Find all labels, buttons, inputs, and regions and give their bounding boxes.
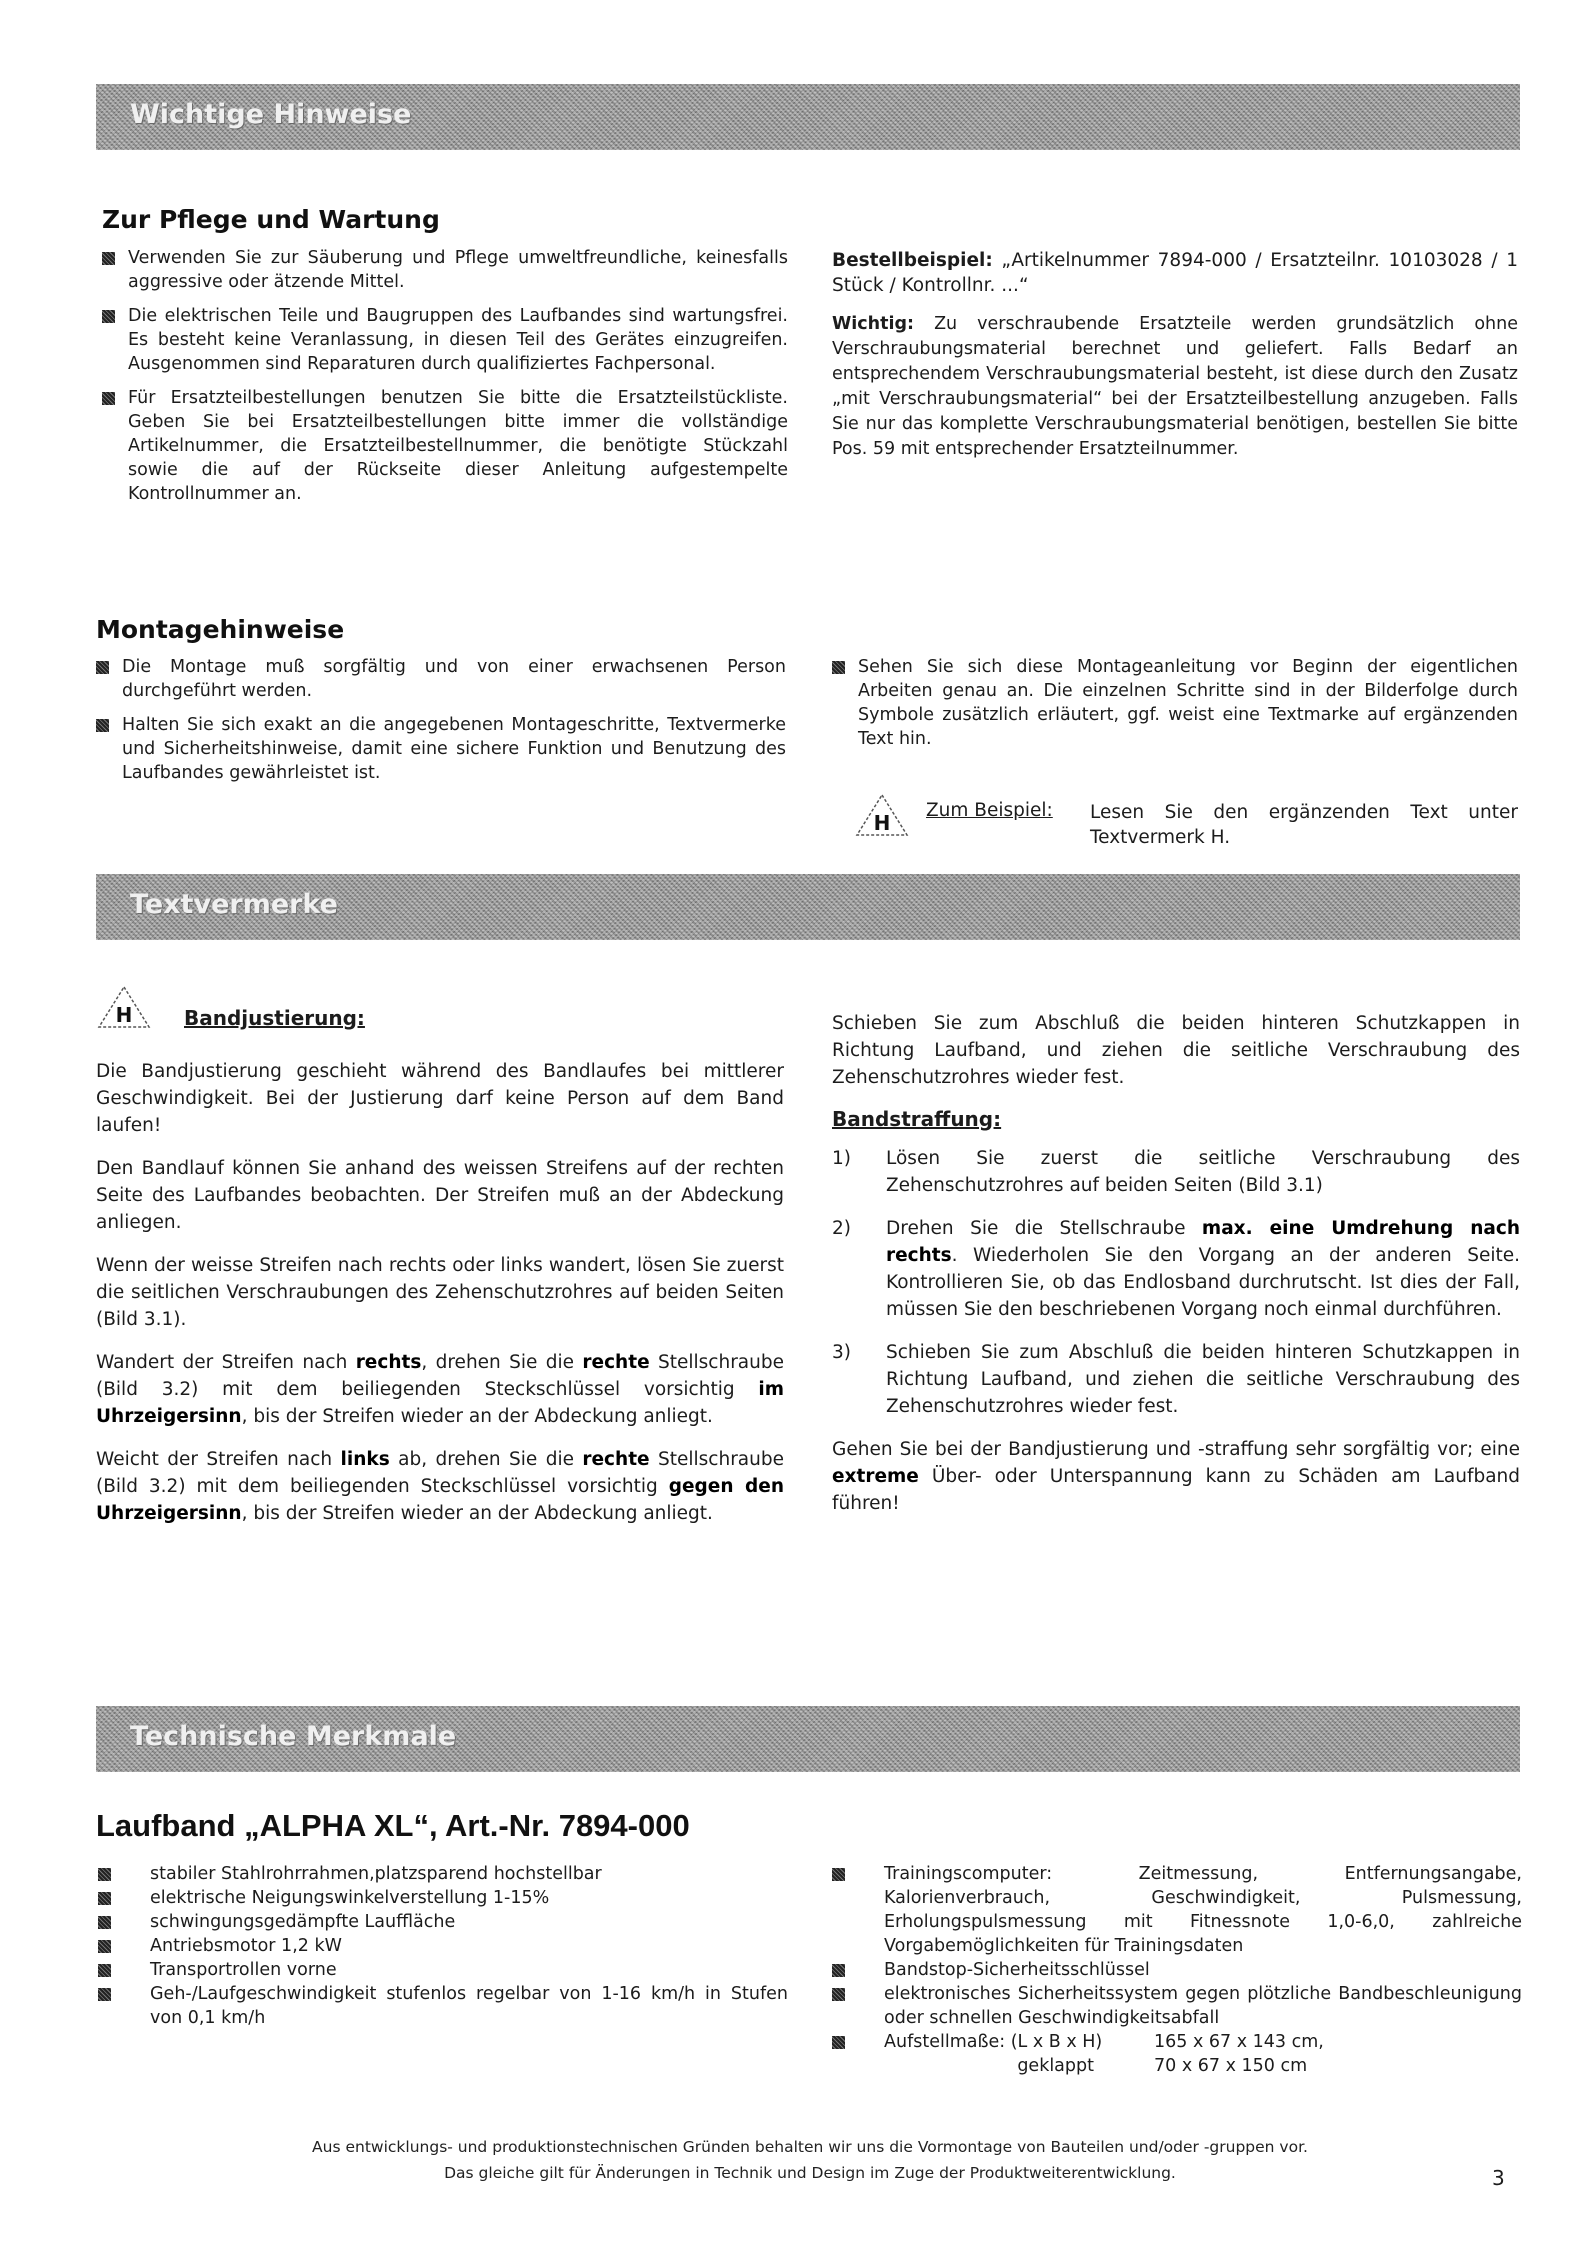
bullet-icon — [98, 1940, 111, 1953]
bullet-icon — [832, 1868, 845, 1881]
bullet-icon — [98, 1988, 111, 2001]
assembly-list-left — [96, 655, 786, 795]
bullet-icon — [96, 719, 109, 732]
assembly-list-right — [832, 655, 1518, 761]
care-list — [102, 246, 788, 516]
bullet-icon — [832, 1964, 845, 1977]
bullet-icon — [832, 2036, 845, 2049]
important-label: Wichtig: — [832, 314, 915, 334]
icon-letter: H — [115, 1003, 133, 1027]
section-banner-textmarks — [96, 874, 1520, 940]
list-item: schwingungsgedämpfte Lauffläche — [98, 1910, 788, 1934]
list-item: elektrische Neigungswinkelverstellung 1-15% — [98, 1886, 788, 1910]
paragraph: Weicht der Streifen nach links ab, drehen Sie die rechte Stellschraube (Bild 3.2) mit dem beiliegenden Steckschlüssel vorsichtig gegen den Uhrzeigersinn, bis der Streifen wieder an der Abdeckung anliegt. — [96, 1449, 784, 1524]
list-item: stabiler Stahlrohrrahmen,platzsparend hochstellbar — [98, 1862, 788, 1886]
step-text: Lösen Sie zuerst die seitliche Verschraubung des Zehenschutzrohres auf beiden Seiten (Bild 3.1) — [886, 1148, 1520, 1196]
list-item: Geh-/Laufgeschwindigkeit stufenlos regelbar von 1-16 km/h in Stufen von 0,1 km/h — [98, 1982, 788, 2030]
paragraph: Gehen Sie bei der Bandjustierung und -straffung sehr sorgfältig vor; eine extreme Über- oder Unterspannung kann zu Schäden am Laufband führen! — [832, 1439, 1520, 1514]
list-item: Für Ersatzteilbestellungen benutzen Sie bitte die Ersatzteilstückliste. Geben Sie bei Ersatzteilbestellungen bitte immer die vollständige Artikelnummer, die Ersatzteilbestellnummer, die benötigte Stückzahl sowie die auf der Rückseite dieser Anleitung aufgestempelte Kontrollnummer an. — [102, 386, 788, 506]
paragraph: Wenn der weisse Streifen nach rechts oder links wandert, lösen Sie zuerst die seitlichen Verschraubungen des Zehenschutzrohres auf beiden Seiten (Bild 3.1). — [96, 1255, 784, 1330]
list-item-dimensions — [832, 2030, 1522, 2078]
list-item: Halten Sie sich exakt an die angegebenen Montageschritte, Textvermerke und Sicherheitshinweise, damit eine sichere Funktion und Benutzung des Laufbandes gewährleistet ist. — [96, 713, 786, 785]
example-label: Zum Beispiel: — [926, 800, 1053, 821]
banner-title: Textvermerke — [130, 889, 338, 920]
bullet-icon — [98, 1868, 111, 1881]
section-banner-hints — [96, 84, 1520, 150]
footer-line: Aus entwicklungs- und produktionstechnischen Gründen behalten wir uns die Vormontage von Bauteilen und/oder -gruppen vor. — [312, 2138, 1308, 2156]
footer-line: Das gleiche gilt für Änderungen in Technik und Design im Zuge der Produktweiterentwicklung. — [444, 2164, 1176, 2182]
page-number: 3 — [1492, 2166, 1505, 2190]
important-note — [832, 312, 1518, 462]
care-title: Zur Pflege und Wartung — [102, 205, 440, 234]
textmarks-right-column — [832, 1010, 1520, 1533]
list-item: elektronisches Sicherheitssystem gegen plötzliche Bandbeschleunigung oder schnellen Geschwindigkeitsabfall — [832, 1982, 1522, 2030]
bullet-icon — [98, 1892, 111, 1905]
order-info — [832, 248, 1518, 462]
bullet-icon — [96, 661, 109, 674]
bandjustierung-heading: Bandjustierung: — [184, 1006, 365, 1030]
step-item — [832, 1215, 1520, 1323]
step-number: 2) — [832, 1218, 851, 1239]
step-item — [832, 1339, 1520, 1420]
list-item: Bandstop-Sicherheitsschlüssel — [832, 1958, 1522, 1982]
paragraph: Schieben Sie zum Abschluß die beiden hinteren Schutzkappen in Richtung Laufband, und ziehen die seitliche Verschraubung des Zehenschutzrohres wieder fest. — [832, 1013, 1520, 1088]
list-item: Antriebsmotor 1,2 kW — [98, 1934, 788, 1958]
bullet-icon — [98, 1964, 111, 1977]
bullet-icon — [98, 1916, 111, 1929]
paragraph: Die Bandjustierung geschieht während des Bandlaufes bei mittlerer Geschwindigkeit. Bei der Justierung darf keine Person auf dem Band laufen! — [96, 1061, 784, 1136]
bullet-icon — [102, 252, 115, 265]
order-text: „Artikelnummer 7894-000 / Ersatzteilnr. 10103028 / 1 Stück / Kontrollnr. ...“ — [832, 250, 1518, 296]
important-text: Zu verschraubende Ersatzteile werden grundsätzlich ohne Verschraubungsmaterial berechnet und geliefert. Falls Bedarf an entsprechendem Verschraubungsmaterial besteht, ist diese durch den Zusatz „mit Verschraubungsmaterial“ bei der Ersatzteilbestellung anzugeben. Falls Sie nur das komplette Verschraubungsmaterial benötigen, bestellen Sie bitte Pos. 59 mit entsprechender Ersatzteilnummer. — [832, 314, 1518, 459]
bullet-icon — [832, 661, 845, 674]
banner-title: Wichtige Hinweise — [130, 99, 412, 130]
example-text: Lesen Sie den ergänzenden Text unter Textvermerk H. — [1090, 802, 1518, 848]
bandstraffung-heading: Bandstraffung: — [832, 1107, 1002, 1131]
textmark-h-icon — [854, 792, 910, 838]
list-item: Verwenden Sie zur Säuberung und Pflege umweltfreundliche, keinesfalls aggressive oder ätzende Mittel. — [102, 246, 788, 294]
step-item — [832, 1145, 1520, 1199]
list-item: Die Montage muß sorgfältig und von einer erwachsenen Person durchgeführt werden. — [96, 655, 786, 703]
paragraph: Den Bandlauf können Sie anhand des weissen Streifens auf der rechten Seite des Laufbandes beobachten. Der Streifen muß an der Abdeckung anliegen. — [96, 1158, 784, 1233]
step-text: Schieben Sie zum Abschluß die beiden hinteren Schutzkappen in Richtung Laufband, und ziehen die seitliche Verschraubung des Zehenschutzrohres wieder fest. — [886, 1342, 1520, 1417]
list-item: Die elektrischen Teile und Baugruppen des Laufbandes sind wartungsfrei. Es besteht keine Veranlassung, in diesen Teil des Gerätes einzugreifen. Ausgenommen sind Reparaturen durch qualifiziertes Fachpersonal. — [102, 304, 788, 376]
dims-folded-value: 70 x 67 x 150 cm — [1154, 2056, 1308, 2076]
step-text: Drehen Sie die Stellschraube max. eine Umdrehung nach rechts. Wiederholen Sie den Vorgang an der anderen Seite. Kontrollieren Sie, ob das Endlosband durchrutscht. Ist dies der Fall, müssen Sie den beschriebenen Vorgang noch einmal durchführen. — [886, 1218, 1520, 1320]
step-number: 3) — [832, 1342, 851, 1363]
banner-title: Technische Merkmale — [130, 1721, 457, 1752]
list-item: Transportrollen vorne — [98, 1958, 788, 1982]
step-number: 1) — [832, 1148, 851, 1169]
dims-value: 165 x 67 x 143 cm, — [1154, 2032, 1324, 2052]
bullet-icon — [102, 310, 115, 323]
tech-list-right — [832, 1862, 1522, 2078]
dims-label: Aufstellmaße: (L x B x H) — [884, 2032, 1103, 2052]
list-item: Trainingscomputer: Zeitmessung, Entfernungsangabe, Kalorienverbrauch, Geschwindigkeit, Pulsmessung, Erholungspulsmessung mit Fitnessnote 1,0-6,0, zahlreiche Vorgabemöglichkeiten für Trainingsdaten — [832, 1862, 1522, 1958]
footer-note — [150, 2134, 1470, 2186]
dims-folded-label: geklappt — [1017, 2056, 1094, 2076]
tech-list-left — [98, 1862, 788, 2030]
bullet-icon — [832, 1988, 845, 2001]
list-item: Sehen Sie sich diese Montageanleitung vor Beginn der eigentlichen Arbeiten genau an. Die einzelnen Schritte sind in der Bilderfolge durch Symbole zusätzlich erläutert, ggf. weist eine Textmarke auf ergänzenden Text hin. — [832, 655, 1518, 751]
textmarks-left-column — [96, 1058, 784, 1543]
product-title: Laufband „ALPHA XL“, Art.-Nr. 7894-000 — [96, 1808, 690, 1843]
assembly-title: Montagehinweise — [96, 615, 345, 644]
textmark-h-icon — [96, 984, 152, 1030]
bullet-icon — [102, 392, 115, 405]
order-label: Bestellbeispiel: — [832, 250, 993, 271]
paragraph: Wandert der Streifen nach rechts, drehen Sie die rechte Stellschraube (Bild 3.2) mit dem beiliegenden Steckschlüssel vorsichtig im Uhrzeigersinn, bis der Streifen wieder an der Abdeckung anliegt. — [96, 1352, 784, 1427]
section-banner-tech — [96, 1706, 1520, 1772]
order-example — [832, 248, 1518, 298]
icon-letter: H — [873, 811, 891, 835]
